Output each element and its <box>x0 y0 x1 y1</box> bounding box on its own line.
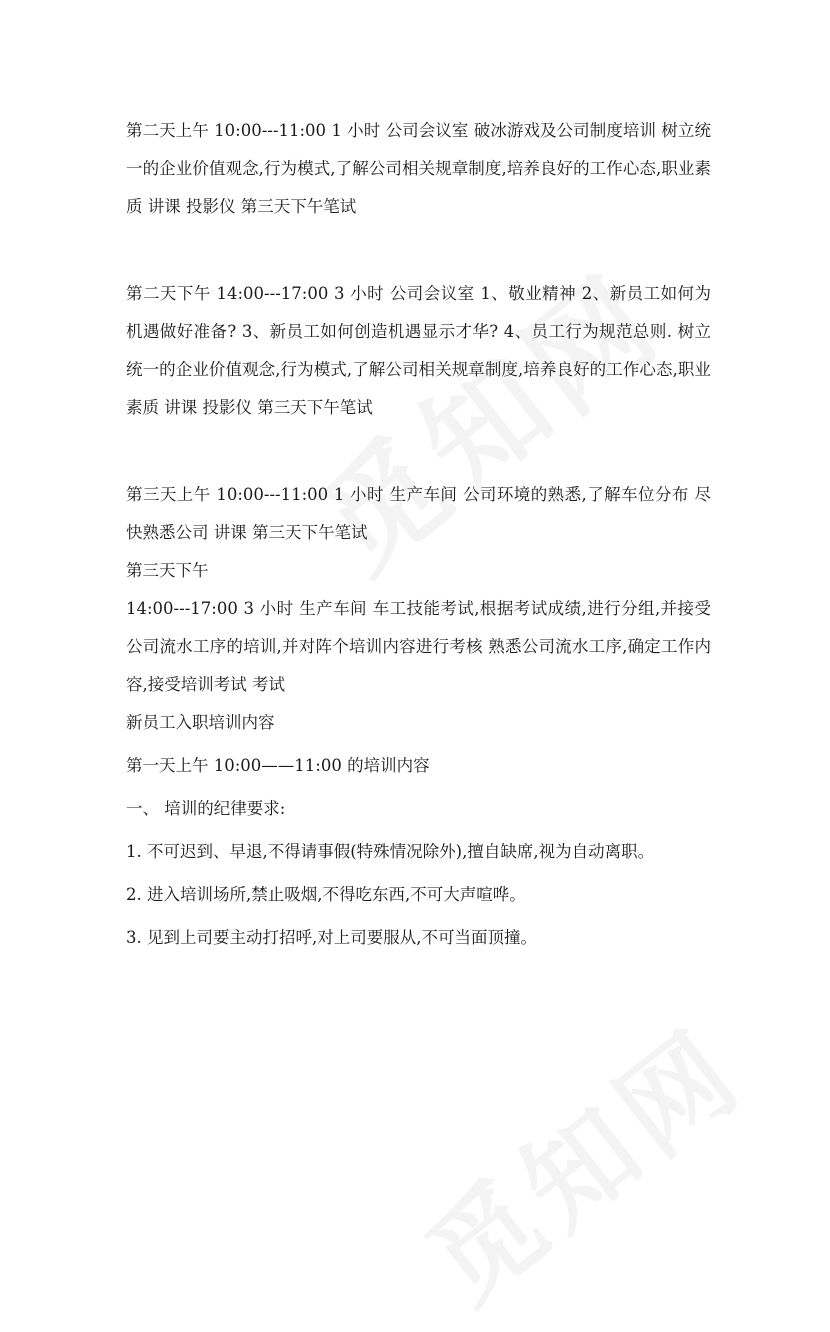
document-body <box>126 112 711 957</box>
paragraph-day3-pm: 14:00---17:00 3 小时 生产车间 车工技能考试,根据考试成绩,进行分组,并接受公司流水工序的培训,并对阵个培训内容进行考核 熟悉公司流水工序,确定工作内容,接受培训考试 考试 <box>126 599 711 694</box>
paragraph-day3-am: 第三天上午 10:00---11:00 1 小时 生产车间 公司环境的熟悉,了解车位分布 尽快熟悉公司 讲课 第三天下午笔试 <box>126 485 711 542</box>
paragraph-day2-am: 第二天上午 10:00---11:00 1 小时 公司会议室 破冰游戏及公司制度培训 树立统一的企业价值观念,行为模式,了解公司相关规章制度,培养良好的工作心态,职业素质 讲课 投影仪 第三天下午笔试 <box>126 121 711 216</box>
rule-item: 1. 不可迟到、早退,不得请事假(特殊情况除外),擅自缺席,视为自动离职。 <box>126 842 655 861</box>
discipline-heading: 一、 培训的纪律要求: <box>126 799 286 818</box>
day1-title: 第一天上午 10:00——11:00 的培训内容 <box>126 756 430 775</box>
rule-item: 3. 见到上司要主动打招呼,对上司要服从,不可当面顶撞。 <box>126 928 537 947</box>
day3-pm-heading: 第三天下午 <box>126 561 209 580</box>
watermark <box>390 986 771 1332</box>
paragraph-day2-pm: 第二天下午 14:00---17:00 3 小时 公司会议室 1、敬业精神 2、新员工如何为机遇做好准备? 3、新员工如何创造机遇显示才华? 4、员工行为规范总则. 树立统一的企业价值观念,行为模式,了解公司相关规章制度,培养良好的工作心态,职业素质 讲课 投影仪 第三天下午笔试 <box>126 284 711 417</box>
section-title: 新员工入职培训内容 <box>126 713 275 732</box>
rule-item: 2. 进入培训场所,禁止吸烟,不得吃东西,不可大声喧哗。 <box>126 885 526 904</box>
